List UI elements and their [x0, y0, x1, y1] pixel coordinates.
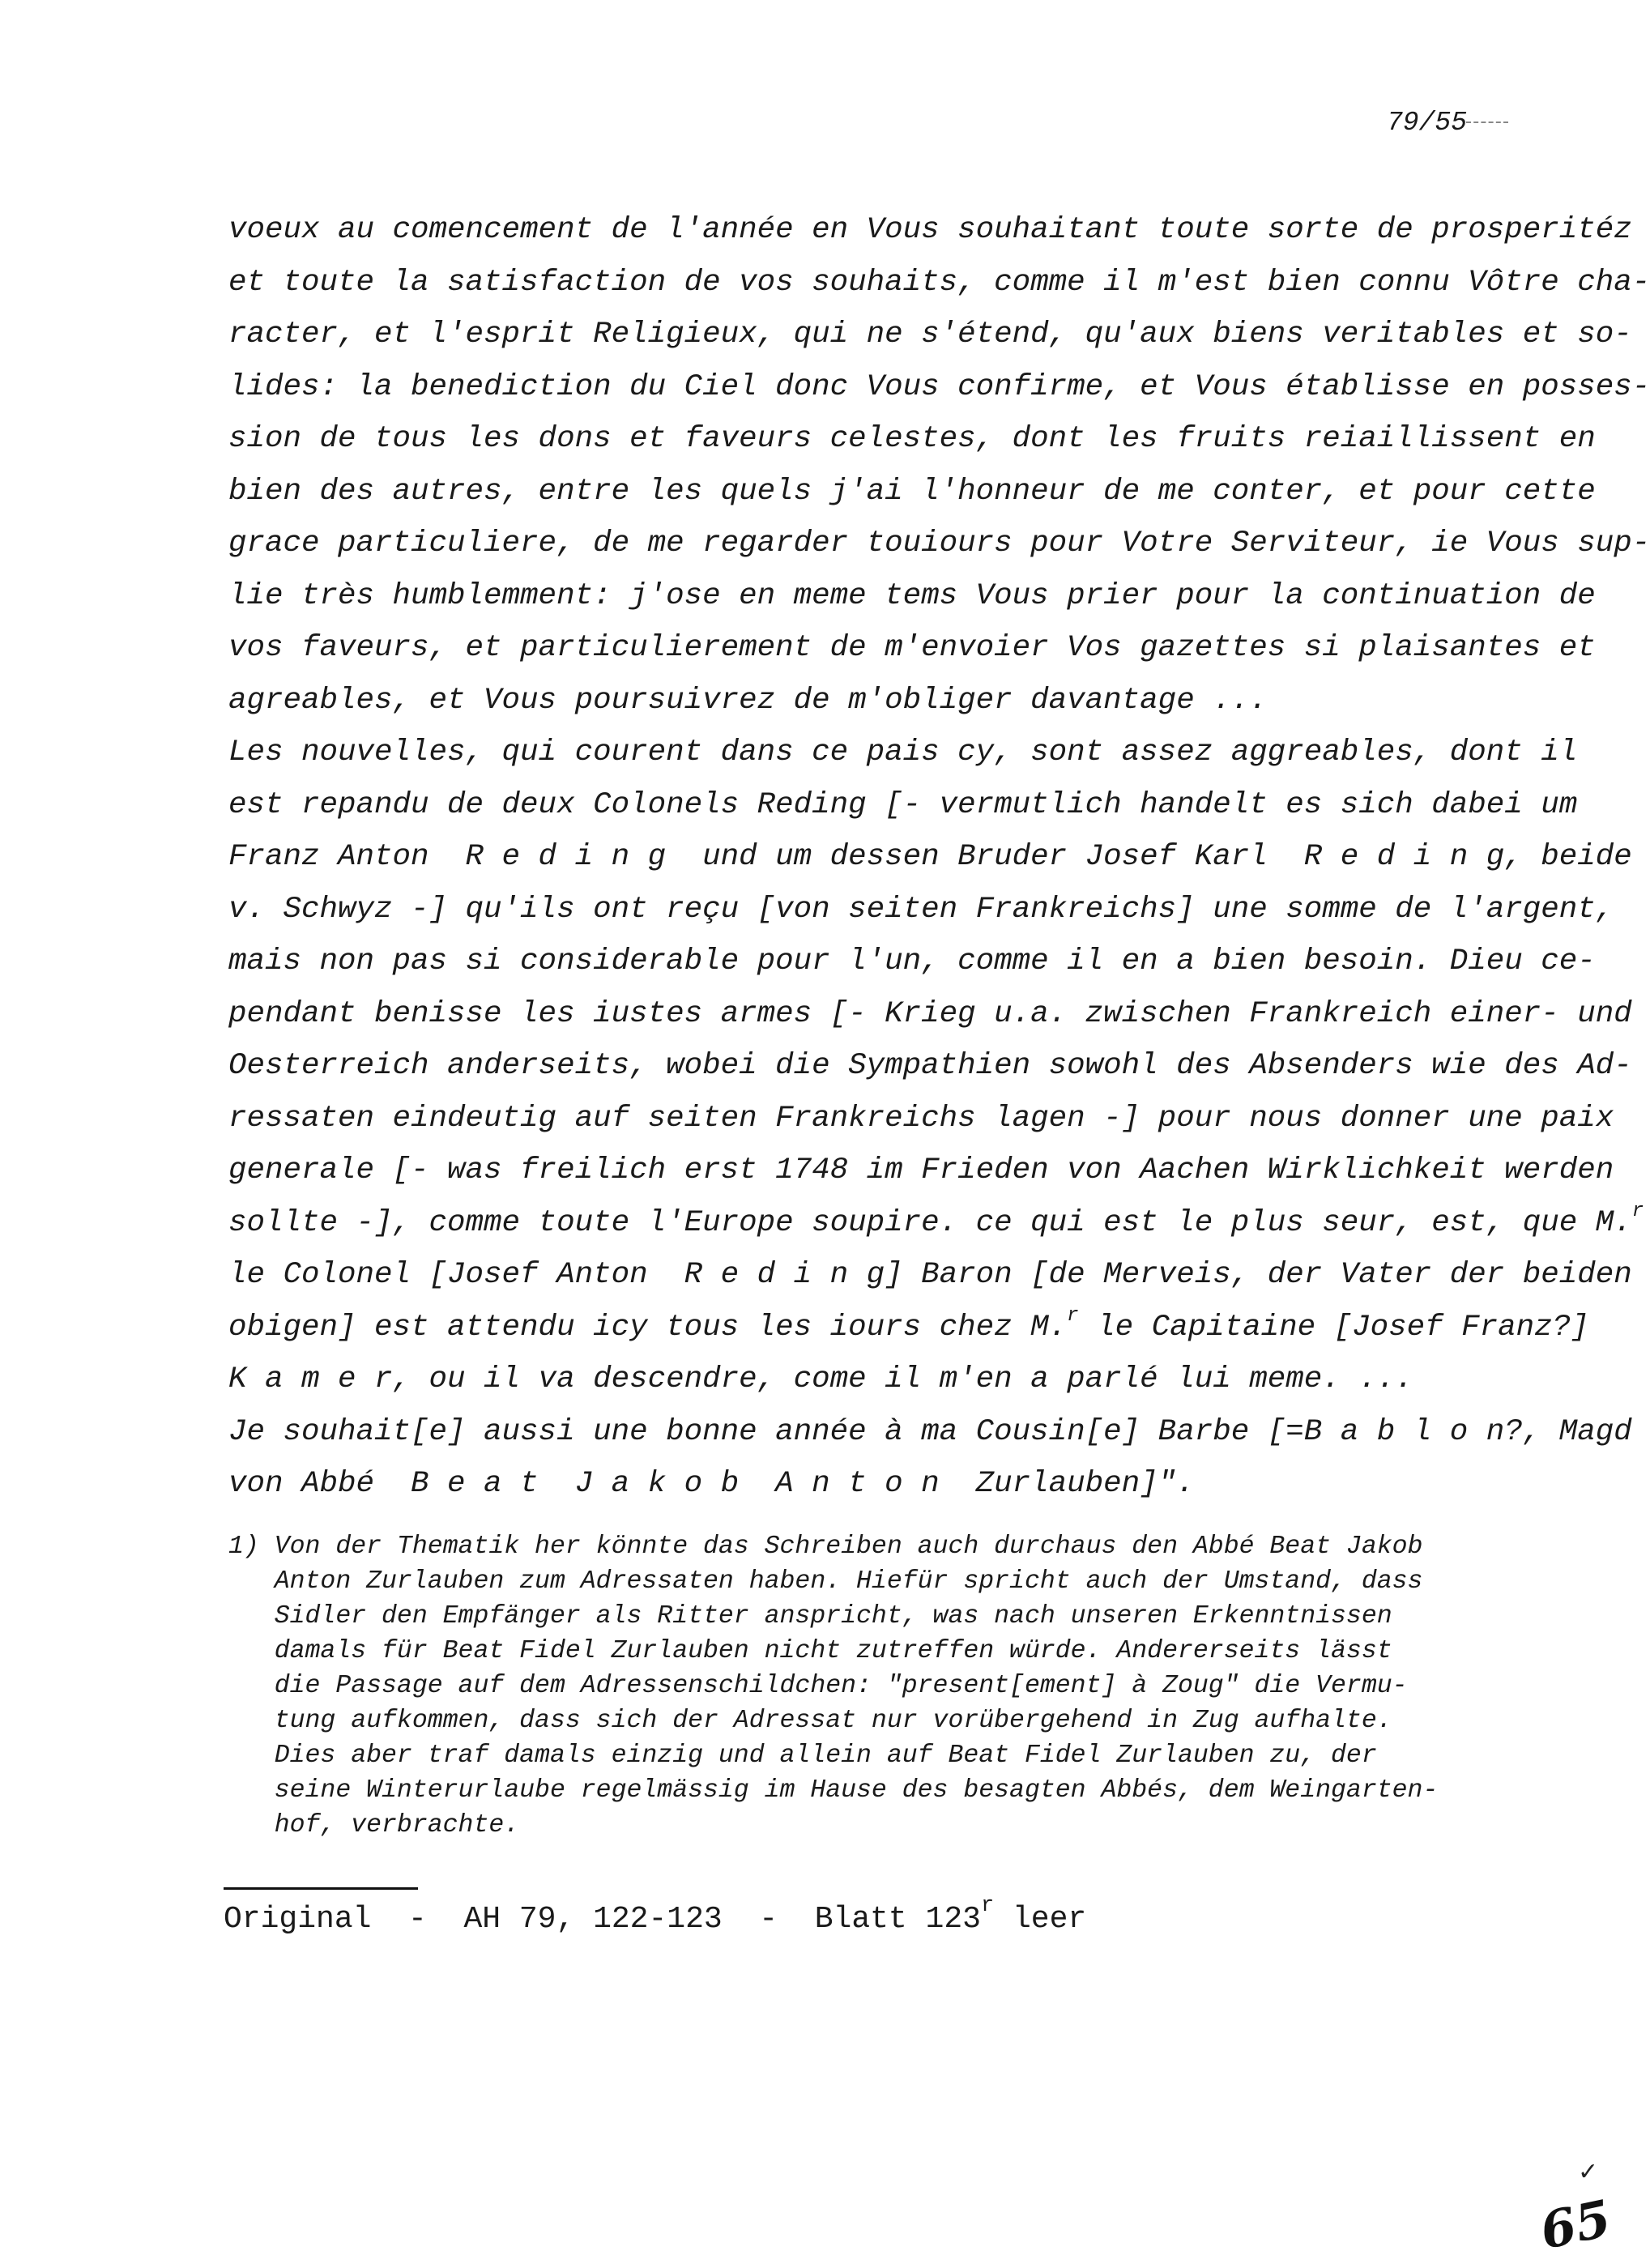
footnote-line: Anton Zurlauben zum Adressaten haben. Hiefür spricht auch der Umstand, dass [228, 1567, 1423, 1596]
body-line-text: sollte -], comme toute l'Europe soupire. ce qui est le plus seur, est, que M. [228, 1205, 1632, 1240]
handwritten-folio-number: 65 [1535, 2188, 1616, 2262]
body-line-text: obigen] est attendu icy tous les iours chez M. [228, 1310, 1068, 1345]
footnote-line: hof, verbrachte. [228, 1811, 520, 1840]
body-line: vos faveurs, et particulierement de m'envoier Vos gazettes si plaisantes et [228, 631, 1596, 665]
body-line: Franz Anton R e d i n g und um dessen Bruder Josef Karl R e d i n g, beide [228, 840, 1632, 874]
body-line [228, 1197, 1644, 1250]
body-line: Oesterreich anderseits, wobei die Sympathien sowohl des Absenders wie des Ad- [228, 1049, 1632, 1083]
body-line: et toute la satisfaction de vos souhaits, comme il m'est bien connu Vôtre cha- [228, 265, 1650, 300]
superscript: r [1631, 1200, 1644, 1222]
page-number-dash [1466, 122, 1508, 123]
source-text: Original - AH 79, 122-123 - Blatt 123 [224, 1902, 981, 1937]
body-line [228, 1302, 1589, 1354]
body-line: lides: la benediction du Ciel donc Vous confirme, et Vous établisse en posses- [228, 369, 1650, 404]
letter-transcription [228, 204, 1650, 1511]
body-line: lie très humblemment: j'ose en meme tems Vous prier pour la continuation de [228, 578, 1596, 613]
check-mark-icon: ✓ [1578, 2158, 1599, 2186]
body-line: generale [- was freilich erst 1748 im Frieden von Aachen Wirklichkeit werden [228, 1153, 1614, 1187]
body-line: agreables, et Vous poursuivrez de m'obliger davantage ... [228, 683, 1268, 718]
separator-rule [224, 1887, 418, 1890]
body-line: sion de tous les dons et faveurs celestes, dont les fruits reiaillissent en [228, 422, 1596, 456]
body-line: bien des autres, entre les quels j'ai l'honneur de me conter, et pour cette [228, 474, 1596, 509]
body-line: pendant benisse les iustes armes [- Krieg u.a. zwischen Frankreich einer- und [228, 996, 1632, 1031]
source-reference [224, 1894, 1087, 1937]
body-line: voeux au comencement de l'année en Vous souhaitant toute sorte de prosperitéz [228, 213, 1632, 247]
page-number: 79/55 [1387, 108, 1468, 138]
body-line: K a m e r, ou il va descendre, come il m'en a parlé lui meme. ... [228, 1362, 1413, 1396]
footnote-line: tung aufkommen, dass sich der Adressat nur vorübergehend in Zug aufhalte. [228, 1707, 1392, 1735]
footnote-line: Sidler den Empfänger als Ritter anspricht, was nach unseren Erkenntnissen [228, 1602, 1392, 1631]
body-line: mais non pas si considerable pour l'un, comme il en a bien besoin. Dieu ce- [228, 944, 1596, 978]
footnote-line: seine Winterurlaube regelmässig im Hause des besagten Abbés, dem Weingarten- [228, 1776, 1439, 1805]
body-line: Je souhait[e] aussi une bonne année à ma Cousin[e] Barbe [=B a b l o n?, Magd [228, 1414, 1632, 1449]
body-line: ressaten eindeutig auf seiten Frankreichs lagen -] pour nous donner une paix [228, 1101, 1614, 1136]
body-line: racter, et l'esprit Religieux, qui ne s'étend, qu'aux biens veritables et so- [228, 318, 1632, 352]
source-suffix: leer [994, 1902, 1087, 1937]
body-line: v. Schwyz -] qu'ils ont reçu [von seiten Frankreichs] une somme de l'argent, [228, 892, 1614, 927]
footnote-line: die Passage auf dem Adressenschildchen: "present[ement] à Zoug" die Vermu- [228, 1672, 1408, 1700]
body-line: Les nouvelles, qui courent dans ce pais cy, sont assez aggreables, dont il [228, 735, 1578, 770]
footnote-line: damals für Beat Fidel Zurlauben nicht zutreffen würde. Andererseits lässt [228, 1637, 1392, 1665]
superscript: r [1067, 1305, 1079, 1327]
footnote [228, 1529, 1533, 1843]
body-line: est repandu de deux Colonels Reding [- vermutlich handelt es sich dabei um [228, 787, 1578, 822]
body-line-text: le Capitaine [Josef Franz?] [1078, 1310, 1589, 1345]
footnote-line: 1) Von der Thematik her könnte das Schreiben auch durchaus den Abbé Beat Jakob [228, 1533, 1423, 1561]
body-line: von Abbé B e a t J a k o b A n t o n Zurlauben]". [228, 1467, 1195, 1501]
body-line: le Colonel [Josef Anton R e d i n g] Baron [de Merveis, der Vater der beiden [228, 1258, 1632, 1292]
body-line: grace particuliere, de me regarder touiours pour Votre Serviteur, ie Vous sup- [228, 526, 1650, 561]
footnote-line: Dies aber traf damals einzig und allein auf Beat Fidel Zurlauben zu, der [228, 1742, 1377, 1770]
source-superscript: r [980, 1894, 995, 1919]
